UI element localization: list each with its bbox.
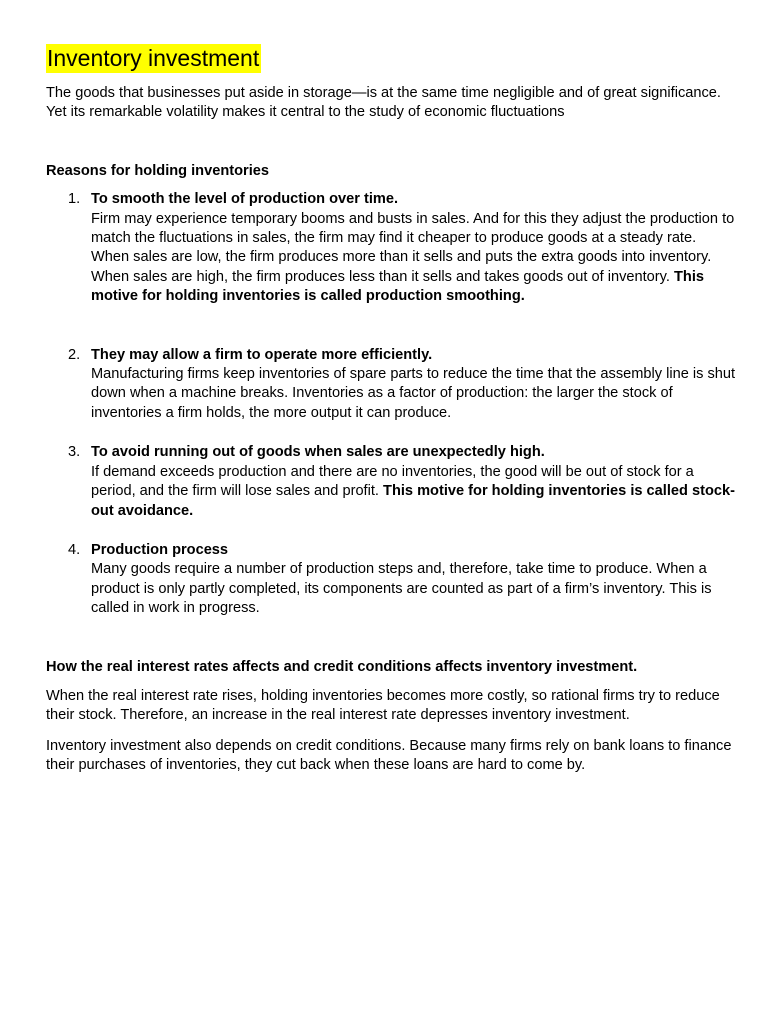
interest-heading: How the real interest rates affects and credit conditions affects inventory investment.	[46, 658, 638, 675]
list-item-text: Manufacturing firms keep inventories of spare parts to reduce the time that the assembly line is shut down when a machine breaks. Inventories as a factor of production: the larger the stock of inventories a firm holds, the more output it can produce.	[91, 366, 736, 421]
list-item-title: They may allow a firm to operate more efficiently.	[91, 346, 433, 363]
list-item	[46, 346, 736, 424]
list-item-emphasis: This motive for holding inventories is called production smoothing.	[91, 268, 704, 305]
intro-paragraph: The goods that businesses put aside in storage—is at the same time negligible and of great significance. Yet its remarkable volatility makes it central to the study of economic fluctuations	[46, 85, 721, 121]
document-page	[46, 44, 736, 776]
interest-paragraph-1: When the real interest rate rises, holding inventories becomes more costly, so rational firms try to reduce their stock. Therefore, an increase in the real interest rate depresses inventory investment.	[46, 687, 720, 724]
list-item-text: If demand exceeds production and there are no inventories, the good will be out of stock for a period, and the firm will lose sales and profit.	[91, 463, 694, 500]
page-title: Inventory investment	[47, 45, 260, 71]
list-item-title: To avoid running out of goods when sales are unexpectedly high.	[91, 444, 545, 461]
list-item-body	[91, 210, 736, 307]
list-item	[46, 443, 736, 521]
list-item-title: Production process	[91, 541, 229, 558]
list-item	[46, 541, 736, 619]
reasons-heading: Reasons for holding inventories	[46, 162, 269, 179]
list-item-number: 1.	[68, 191, 81, 208]
list-item-body	[91, 560, 736, 618]
list-item-emphasis: This motive for holding inventories is called stock-out avoidance.	[91, 483, 735, 519]
list-item-text: Firm may experience temporary booms and busts in sales. And for this they adjust the production to match the fluctuations in sales, the firm may find it cheaper to produce goods at a steady rate. When sales are low, the firm produces more than it sells and puts the extra goods into inventory. When sales are high, the firm produces less than it sells and takes goods out of inventory.	[91, 210, 735, 285]
list-item-body	[91, 463, 736, 521]
list-item-text: Many goods require a number of production steps and, therefore, take time to produce. When a product is only partly completed, its components are counted as part of a firm’s inventory. This is called in work in progress.	[91, 561, 712, 617]
list-item-title: To smooth the level of production over time.	[91, 191, 399, 208]
list-item-body	[91, 365, 736, 423]
list-item-number: 4.	[68, 541, 81, 558]
list-item-number: 3.	[68, 444, 81, 461]
interest-paragraph-2: Inventory investment also depends on credit conditions. Because many firms rely on bank loans to finance their purchases of inventories, they cut back when these loans are hard to come by.	[46, 737, 732, 774]
list-item	[46, 190, 736, 306]
list-item-number: 2.	[68, 346, 81, 363]
reasons-list	[46, 190, 736, 618]
